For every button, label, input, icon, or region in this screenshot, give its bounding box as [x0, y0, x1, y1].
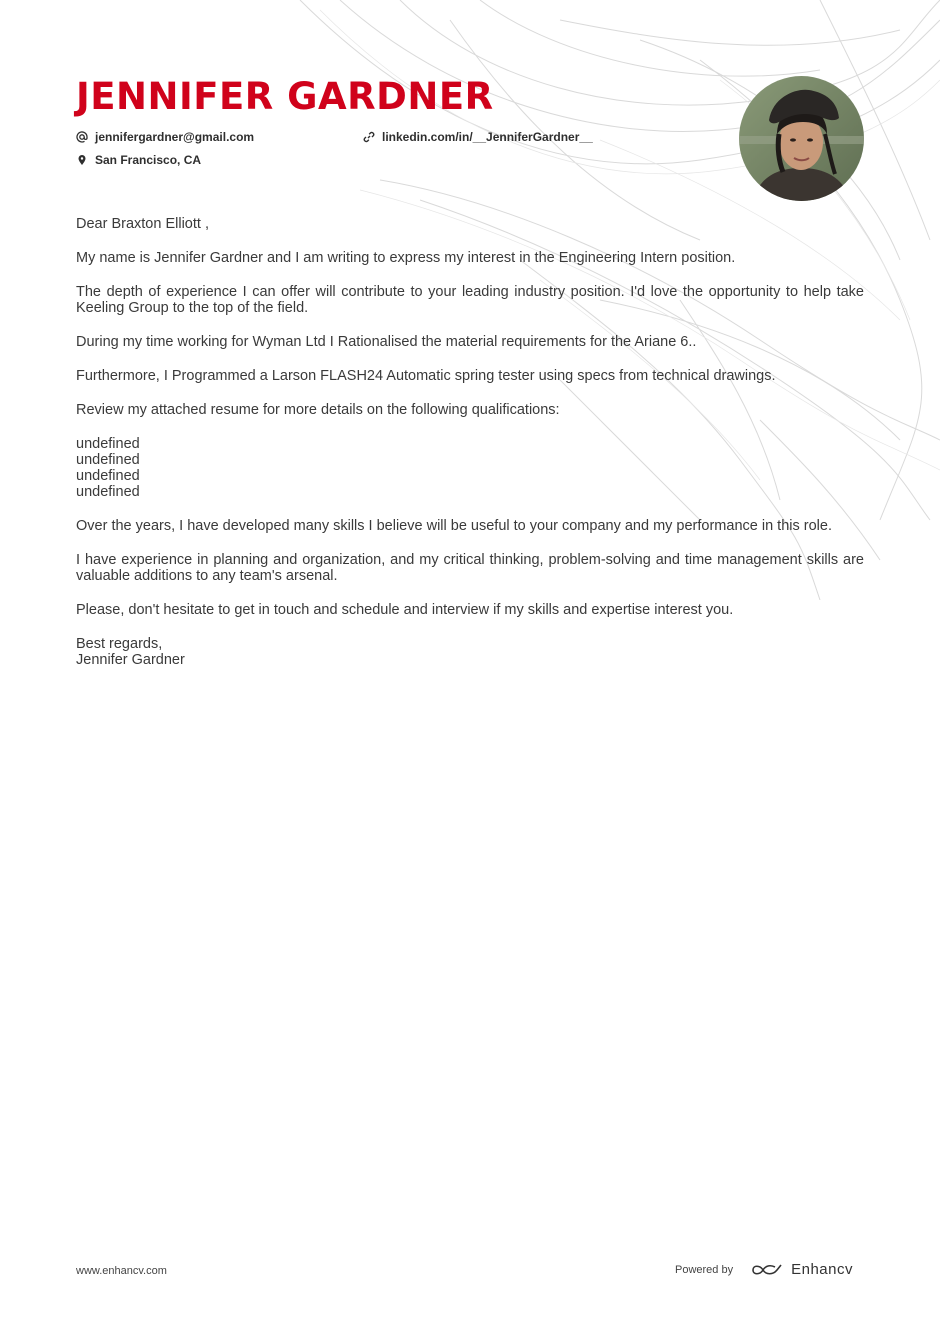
- at-sign-icon: [76, 131, 88, 143]
- location-text: San Francisco, CA: [95, 153, 202, 167]
- list-item: undefined: [76, 468, 140, 484]
- cover-letter-body: [76, 216, 864, 668]
- brand-name: Enhancv: [791, 1261, 853, 1278]
- link-icon: [363, 131, 375, 143]
- profile-photo: [739, 76, 864, 201]
- enhancv-logo-icon: [751, 1262, 783, 1278]
- letter-paragraph: My name is Jennifer Gardner and I am writing to express my interest in the Engineering Intern position.: [76, 250, 736, 266]
- list-item: undefined: [76, 452, 140, 468]
- salutation: Dear Braxton Elliott ,: [76, 216, 209, 232]
- letter-paragraph: During my time working for Wyman Ltd I Rationalised the material requirements for the Ariane 6..: [76, 334, 697, 350]
- letter-paragraph: Review my attached resume for more details on the following qualifications:: [76, 402, 560, 418]
- list-item: undefined: [76, 436, 140, 452]
- contact-email[interactable]: [76, 130, 254, 144]
- brand-logo: [751, 1261, 853, 1278]
- location-pin-icon: [76, 154, 88, 166]
- letter-paragraph: Furthermore, I Programmed a Larson FLASH24 Automatic spring tester using specs from technical drawings.: [76, 368, 776, 384]
- qualifications-list: [76, 436, 864, 500]
- email-text: jennifergardner@gmail.com: [95, 130, 255, 144]
- letter-paragraph: Please, don't hesitate to get in touch and schedule and interview if my skills and expertise interest you.: [76, 602, 734, 618]
- contact-linkedin[interactable]: [363, 130, 593, 144]
- letter-paragraph: Over the years, I have developed many skills I believe will be useful to your company and my performance in this role.: [76, 518, 832, 534]
- candidate-name: JENNIFER GARDNER: [76, 75, 494, 118]
- powered-by-label: Powered by: [675, 1263, 734, 1276]
- closing-phrase: Best regards,: [76, 636, 163, 652]
- avatar: [739, 76, 864, 201]
- contact-location: [76, 153, 201, 167]
- letter-paragraph: I have experience in planning and organization, and my critical thinking, problem-solving and time management skills are valuable additions to any team's arsenal.: [76, 552, 864, 584]
- linkedin-text: linkedin.com/in/__JenniferGardner__: [382, 130, 593, 144]
- footer-branding[interactable]: [675, 1261, 853, 1278]
- list-item: undefined: [76, 484, 140, 500]
- letter-paragraph: The depth of experience I can offer will contribute to your leading industry position. I'd love the opportunity to help take Keeling Group to the top of the field.: [76, 284, 864, 316]
- signature-name: Jennifer Gardner: [76, 652, 185, 668]
- closing-block: [76, 636, 864, 668]
- footer-website-link[interactable]: www.enhancv.com: [76, 1265, 167, 1277]
